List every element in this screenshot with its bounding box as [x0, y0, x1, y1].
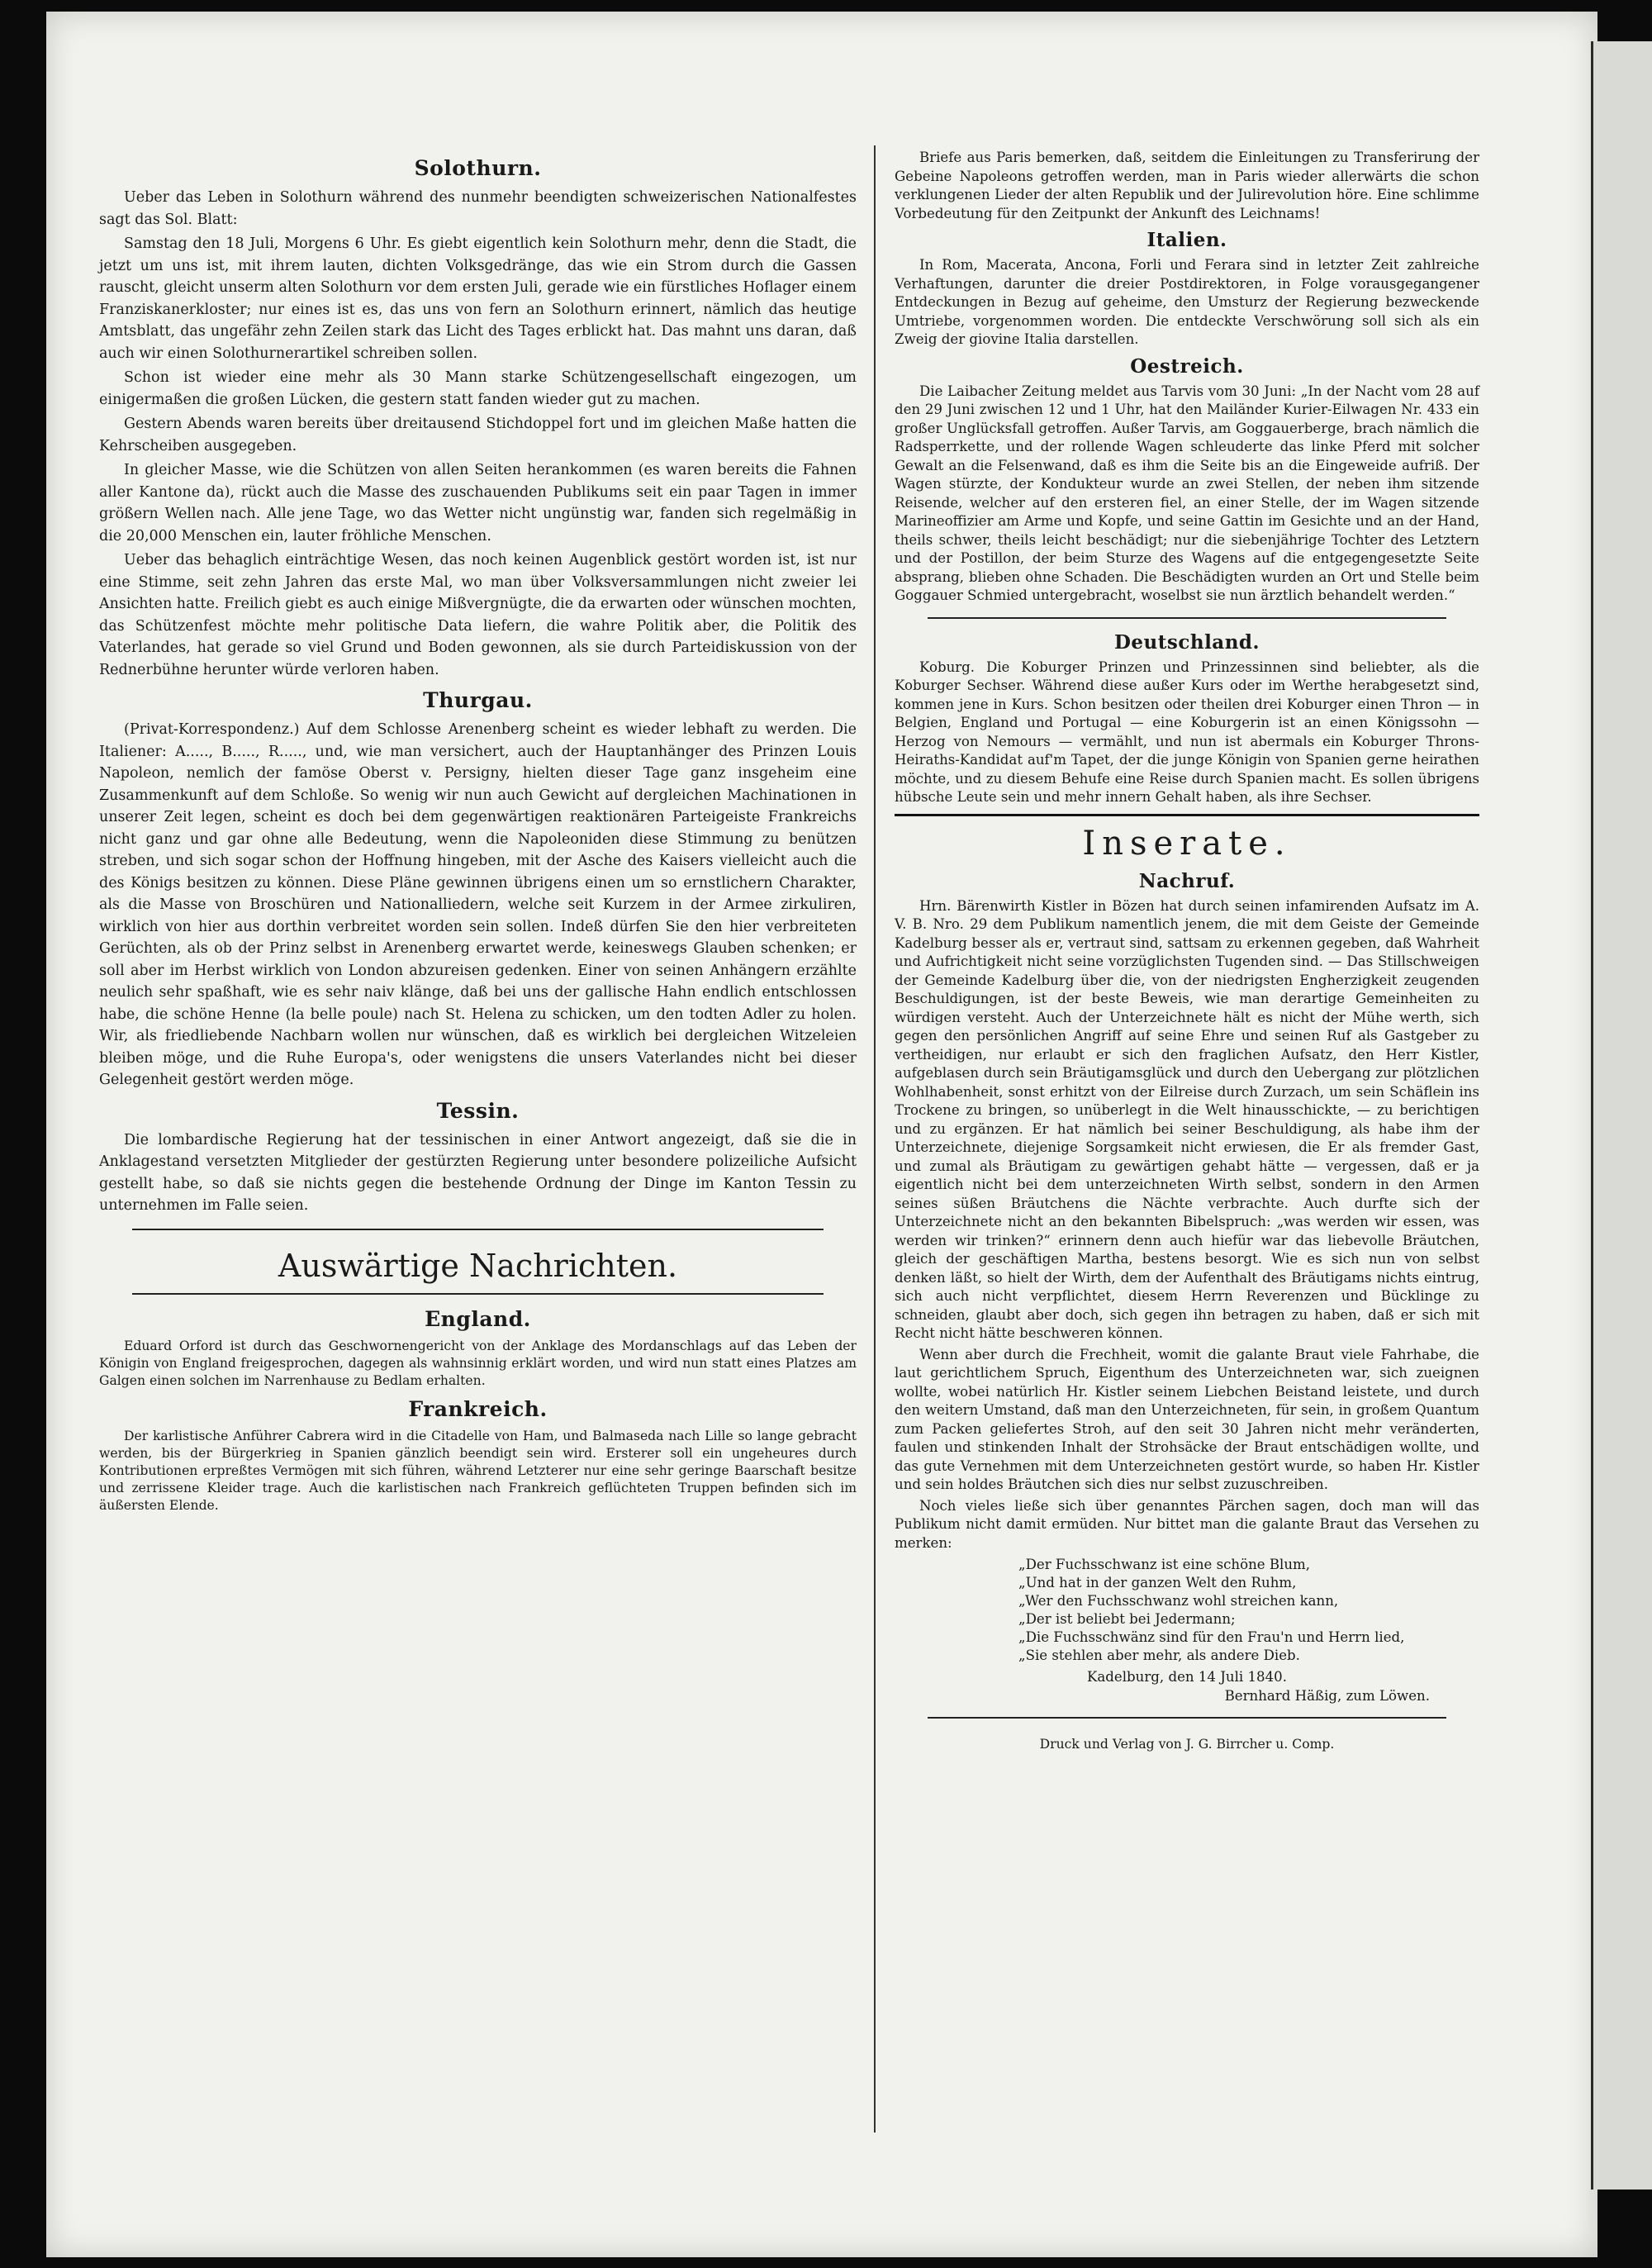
notice-signature: Bernhard Häßig, zum Löwen. [1224, 1687, 1430, 1704]
section-heading-england: England. [425, 1306, 531, 1331]
article-paragraph: Die lombardische Regierung hat der tessinischen in einer Antwort angezeigt, daß sie die in Anklagestand versetzten Mitglieder der gestürzten Regierung unter besondere polizeiliche Aufsicht gestellt habe, so daß sie nichts gegen die bestehende Ordnung der Dinge im Kanton Tessin zu unternehmen im Falle seien. [99, 1131, 857, 1214]
article-paragraph: Wenn aber durch die Frechheit, womit die galante Braut viele Fahrhabe, die laut gerichtlichem Spruch, Eigenthum des Unterzeichneten war, sich zueignen wollte, wobei natürlich Hr. Kistler seinem Liebchen Beistand leistete, und durch den weitern Umstand, daß man den Unterzeichneten, für sein, in großem Quantum zum Packen geliefertes Stroh, auf den seit 30 Jahren nicht mehr veränderten, faulen und stinkenden Inhalt der Strohsäcke der Braut entschädigen wollte, und das gute Vernehmen mit dem Unterzeichneten gestört wurde, so haben Hr. Kistler und sein holdes Bräutchen sich dies nur selbst zuzuschreiben. [895, 1346, 1479, 1492]
article-paragraph: Eduard Orford ist durch das Geschwornengericht von der Anklage des Mordanschlags auf das Leben der Königin von England freigesprochen, dagegen als wahnsinnig erklärt worden, und wird nun statt eines Platzes am Galgen einen solchen im Narrenhause zu Bedlam erhalten. [99, 1338, 857, 1388]
article-paragraph: In gleicher Masse, wie die Schützen von allen Seiten herankommen (es waren bereits die Fahnen aller Kantone da), rückt auch die Masse des zuschauenden Publikums seit ein paar Tagen in immer größern Wellen nach. Alle jene Tage, wo das Wetter nicht ungünstig war, fanden sich regelmäßig in die 20,000 Menschen ein, lauter fröhliche Menschen. [99, 462, 857, 544]
article-paragraph: In Rom, Macerata, Ancona, Forli und Ferara sind in letzter Zeit zahlreiche Verhaftungen, darunter die dreier Postdirektoren, in Folge vorausgegangener Entdeckungen in Bezug auf geheime, den Umsturz der Regierung bezweckende Umtriebe, vorgenommen worden. Die entdeckte Verschwörung soll sich als ein Zweig der giovine Italia darstellen. [895, 257, 1479, 347]
verse-line: „Wer den Fuchsschwanz wohl streichen kann, [1018, 1593, 1339, 1609]
article-paragraph: (Privat-Korrespondenz.) Auf dem Schlosse Arenenberg scheint es wieder lebhaft zu werden. Die Italiener: A....., B....., R....., und, wie man versichert, auch der Hauptanhänger des Prinzen Louis Napoleon, nemlich der famöse Oberst v. Persigny, hielten dieser Tage ganz insgeheim eine Zusammenkunft auf dem Schloße. So wenig wir nun auch Gewicht auf dergleichen Machinationen in unserer Zeit legen, scheint es doch bei dem gegenwärtigen reaktionären Parteigeiste Frankreichs nicht ganz und gar ohne alle Bedeutung, wenn die Napoleoniden diese Stimmung zu benützen streben, und sich sogar schon der Hoffnung hingeben, mit der Asche des Kaisers vielleicht auch die des Königs besitzen zu können. Diese Pläne gewinnen übrigens einen um so ernstlichern Charakter, als die Masse von Broschüren und Nationalliedern, welche seit Kurzem in der Armee zirkuliren, wirklich von hier aus dorthin verbreitet worden sein sollen. Indeß dürfen Sie den hier verbreiteten Gerüchten, als ob der Prinz selbst in Arenenberg erwartet werde, keineswegs Glauben schenken; er soll aber im Herbst wirklich von London abzureisen gedenken. Einer von seinen Anhängern erzählte neulich sehr spaßhaft, wie es sehr naiv klänge, daß bei uns der gallische Hahn endlich entschlossen habe, die schöne Henne (la belle poule) nach St. Helena zu schicken, um den todten Adler zu holen. Wir, als friedliebende Nachbarn wollen nur wünschen, daß es wirklich bei dergleichen Witzeleien bleiben möge, und die Ruhe Europa's, oder wenigstens die unsers Vaterlandes nicht bei dieser Gelegenheit gestört werden möge. [99, 721, 857, 1088]
adjacent-page-edge [1591, 41, 1652, 2190]
section-heading-nachruf: Nachruf. [1138, 869, 1236, 892]
verse-line: „Die Fuchsschwänz sind für den Frau'n und Herrn lied, [1018, 1629, 1405, 1645]
section-heading-thurgau: Thurgau. [423, 688, 533, 712]
verse-line: „Sie stehlen aber mehr, als andere Dieb. [1018, 1648, 1300, 1663]
article-paragraph: Der karlistische Anführer Cabrera wird in die Citadelle von Ham, und Balmaseda nach Lille so lange gebracht werden, bis der Bürgerkrieg in Spanien gänzlich beendigt sein wird. Ersterer soll ein ungeheures durch Kontributionen erpreßtes Vermögen mit sich führen, während Letzterer nur eine sehr geringe Baarschaft besitze und zerrissene Kleider trage. Auch die karlistischen nach Frankreich geflüchteten Truppen befinden sich im äußersten Elende. [99, 1428, 857, 1513]
article-paragraph: Ueber das Leben in Solothurn während des nunmehr beendigten schweizerischen Nationalfestes sagt das Sol. Blatt: [99, 189, 857, 228]
article-paragraph: Gestern Abends waren bereits über dreitausend Stichdoppel fort und im gleichen Maße hatten die Kehrscheiben ausgegeben. [99, 416, 857, 454]
article-paragraph: Die Laibacher Zeitung meldet aus Tarvis vom 30 Juni: „In der Nacht vom 28 auf den 29 Juni zwischen 12 und 1 Uhr, hat den Mailänder Kurier-Eilwagen Nr. 433 ein großer Unglücksfall getroffen. Außer Tarvis, am Goggauerberge, brach nämlich die Radsperrkette, und der rollende Wagen schleuderte das linke Pferd mit solcher Gewalt an die Felsenwand, daß es ihm die Seite bis an die Eingeweide aufriß. Der Wagen stürzte, der Kondukteur wurde an zwei Stellen, der neben ihm sitzende Reisende, welcher auf den ersteren fiel, an einer Stelle, der im Wagen sitzende Marineoffizier am Arme und Kopfe, und seine Gattin im Gesichte und an der Hand, theils schwer, theils leicht beschädigt; nur die siebenjährige Tochter des Letztern und der Postillon, der beim Sturze des Wagens auf die entgegengesetzte Seite absprang, blieben ohne Schaden. Die Beschädigten wurden an Ort und Stelle beim Goggauer Schmied untergebracht, woselbst sie nun ärztlich behandelt werden.“ [895, 383, 1479, 603]
notice-date: Kadelburg, den 14 Juli 1840. [1087, 1669, 1287, 1685]
article-paragraph: Koburg. Die Koburger Prinzen und Prinzessinnen sind beliebter, als die Koburger Sechser. Während diese außer Kurs oder im Werthe herabgesetzt sind, kommen jene in Kurs. Schon besitzen oder theilen drei Koburger einen Thron — in Belgien, England und Portugal — eine Koburgerin ist an einen Königssohn — Herzog von Nemours — vermählt, und nun ist abermals ein Koburger Throns-Heiraths-Kandidat auf'm Tapet, der die junge Königin von Spanien gerne heirathen möchte, und zu diesem Behufe eine Reise durch Spanien macht. Es sollen übrigens hübsche Leute sein und mehr innern Gehalt haben, als ihre Sechser. [895, 659, 1479, 805]
section-heading-solothurn: Solothurn. [414, 156, 542, 180]
article-paragraph: Schon ist wieder eine mehr als 30 Mann starke Schützengesellschaft eingezogen, um einigermaßen die großen Lücken, die gestern statt fanden wieder gut zu machen. [99, 369, 857, 408]
section-heading-tessin: Tessin. [436, 1098, 520, 1123]
verse-line: „Und hat in der ganzen Welt den Ruhm, [1018, 1575, 1297, 1590]
section-heading-deutschland: Deutschland. [1113, 630, 1260, 654]
column-divider [874, 145, 876, 2132]
article-paragraph: Hrn. Bärenwirth Kistler in Bözen hat durch seinen infamirenden Aufsatz im A. V. B. Nro. 29 dem Publikum namentlich jenem, die mit dem Geiste der Gemeinde Kadelburg besser als er, vertraut sind, sattsam zu erkennen gegeben, daß Wahrheit und Aufrichtigkeit nicht seine vorzüglichsten Tugenden sind. — Das Stillschweigen der Gemeinde Kadelburg über die, von der niedrigsten Engherzigkeit zeugenden Beschuldigungen, ist der beste Beweis, wie man derartige Gemeinheiten zu würdigen versteht. Auch der Unterzeichnete hält es nicht der Mühe werth, sich gegen den persönlichen Angriff auf seine Ehre und seinen Ruf als Gastgeber zu vertheidigen, nur erlaubt er sich den fraglichen Aufsatz, den Herr Kistler, aufgeblasen durch sein Bräutigamsglück und durch den Uebergang zur plötzlichen Wohlhabenheit, sonst erhitzt von der Eilreise durch Zurzach, um sein Schäflein ins Trockene zu bringen, so unüberlegt in die Welt hinausschickte, — zu berichtigen und zu ergänzen. Er hat nämlich bei seiner Beschuldigung, als habe ihm der Unterzeichnete, diejenige Sorgsamkeit nicht erwiesen, die Er als fremder Gast, und zumal als Bräutigam zu gewärtigen gehabt hätte — vergessen, daß er ja eigentlich nicht bei dem unterzeichneten Wirth selbst, sondern in den Armen seines süßen Bräutchens die Nächte verbrachte. Auch durfte sich der Unterzeichnete nicht an den bekannten Bibelspruch: „was werden wir essen, was werden wir trinken?“ erinnern denn auch hiefür war das liebevolle Bräutchen, gleich der geschäftigen Martha, bestens besorgt. Wie es sich nun von selbst denken läßt, so hielt der Wirth, dem der Aufenthalt des Bräutigams nichts eintrug, sich auch nicht verpflichtet, diesem Herrn Reverenzen und Bücklinge zu schneiden, glaubt aber doch, sich gegen ihn betragen zu haben, daß er sich mit Recht nicht hätte beschweren können. [895, 897, 1479, 1341]
right-column [895, 149, 1479, 1754]
section-heading-oestreich: Oestreich. [1130, 354, 1244, 378]
left-column [99, 149, 857, 1517]
section-heading-auswaertige: Auswärtige Nachrichten. [278, 1247, 678, 1284]
article-paragraph: Ueber das behaglich einträchtige Wesen, das noch keinen Augenblick gestört worden ist, ist nur eine Stimme, seit zehn Jahren das erste Mal, wo man über Volksversammlungen nicht zweier lei Ansichten hatte. Freilich giebt es auch einige Mißvergnügte, die da erwarten oder wünschen mochten, das Schützenfest möchte mehr politische Data liefern, die wahre Politik aber, die Politik des Vaterlandes, hat gerade so viel Grund und Boden gewonnen, als sie durch Parteidiskussion von der Rednerbühne herunter würde verloren haben. [99, 552, 857, 678]
verse-block [1018, 1556, 1479, 1665]
article-paragraph: Samstag den 18 Juli, Morgens 6 Uhr. Es giebt eigentlich kein Solothurn mehr, denn die Stadt, die jetzt um uns ist, mit ihrem lauten, dichten Volksgedränge, das wie ein Strom durch die Gassen rauscht, gleicht unserm alten Solothurn vor dem ersten Juli, gerade wie ein fürstliches Hoflager einem Franziskanerkloster; nur eines ist es, das uns von fern an Solothurn erinnert, nämlich das heutige Amtsblatt, das ungefähr zehn Zeilen stark das Licht des Tages erblickt hat. Das mahnt uns daran, daß auch wir einen Solothurnerartikel schreiben sollen. [99, 235, 857, 362]
section-rule [132, 1293, 824, 1295]
verse-line: „Der Fuchsschwanz ist eine schöne Blum, [1018, 1557, 1311, 1572]
section-heading-inserate: Inserate. [1082, 824, 1292, 863]
section-heading-italien: Italien. [1146, 229, 1227, 251]
section-heading-frankreich: Frankreich. [408, 1396, 548, 1421]
article-paragraph: Briefe aus Paris bemerken, daß, seitdem die Einleitungen zu Transferirung der Gebeine Napoleons getroffen werden, man in Paris wieder allerwärts die schon verklungenen Lieder der alten Republik und der Julirevolution höre. Eine schlimme Vorbedeutung für den Zeitpunkt der Ankunft des Leichnams! [895, 150, 1479, 221]
section-rule [928, 617, 1446, 619]
article-paragraph: Noch vieles ließe sich über genanntes Pärchen sagen, doch man will das Publikum nicht damit ermüden. Nur bittet man die galante Braut das Versehen zu merken: [895, 1497, 1479, 1551]
section-rule [132, 1229, 824, 1230]
section-rule [928, 1717, 1446, 1719]
verse-line: „Der ist beliebt bei Jedermann; [1018, 1611, 1236, 1627]
imprint-line: Druck und Verlag von J. G. Birrcher u. Comp. [1039, 1737, 1335, 1752]
section-rule [895, 814, 1479, 816]
